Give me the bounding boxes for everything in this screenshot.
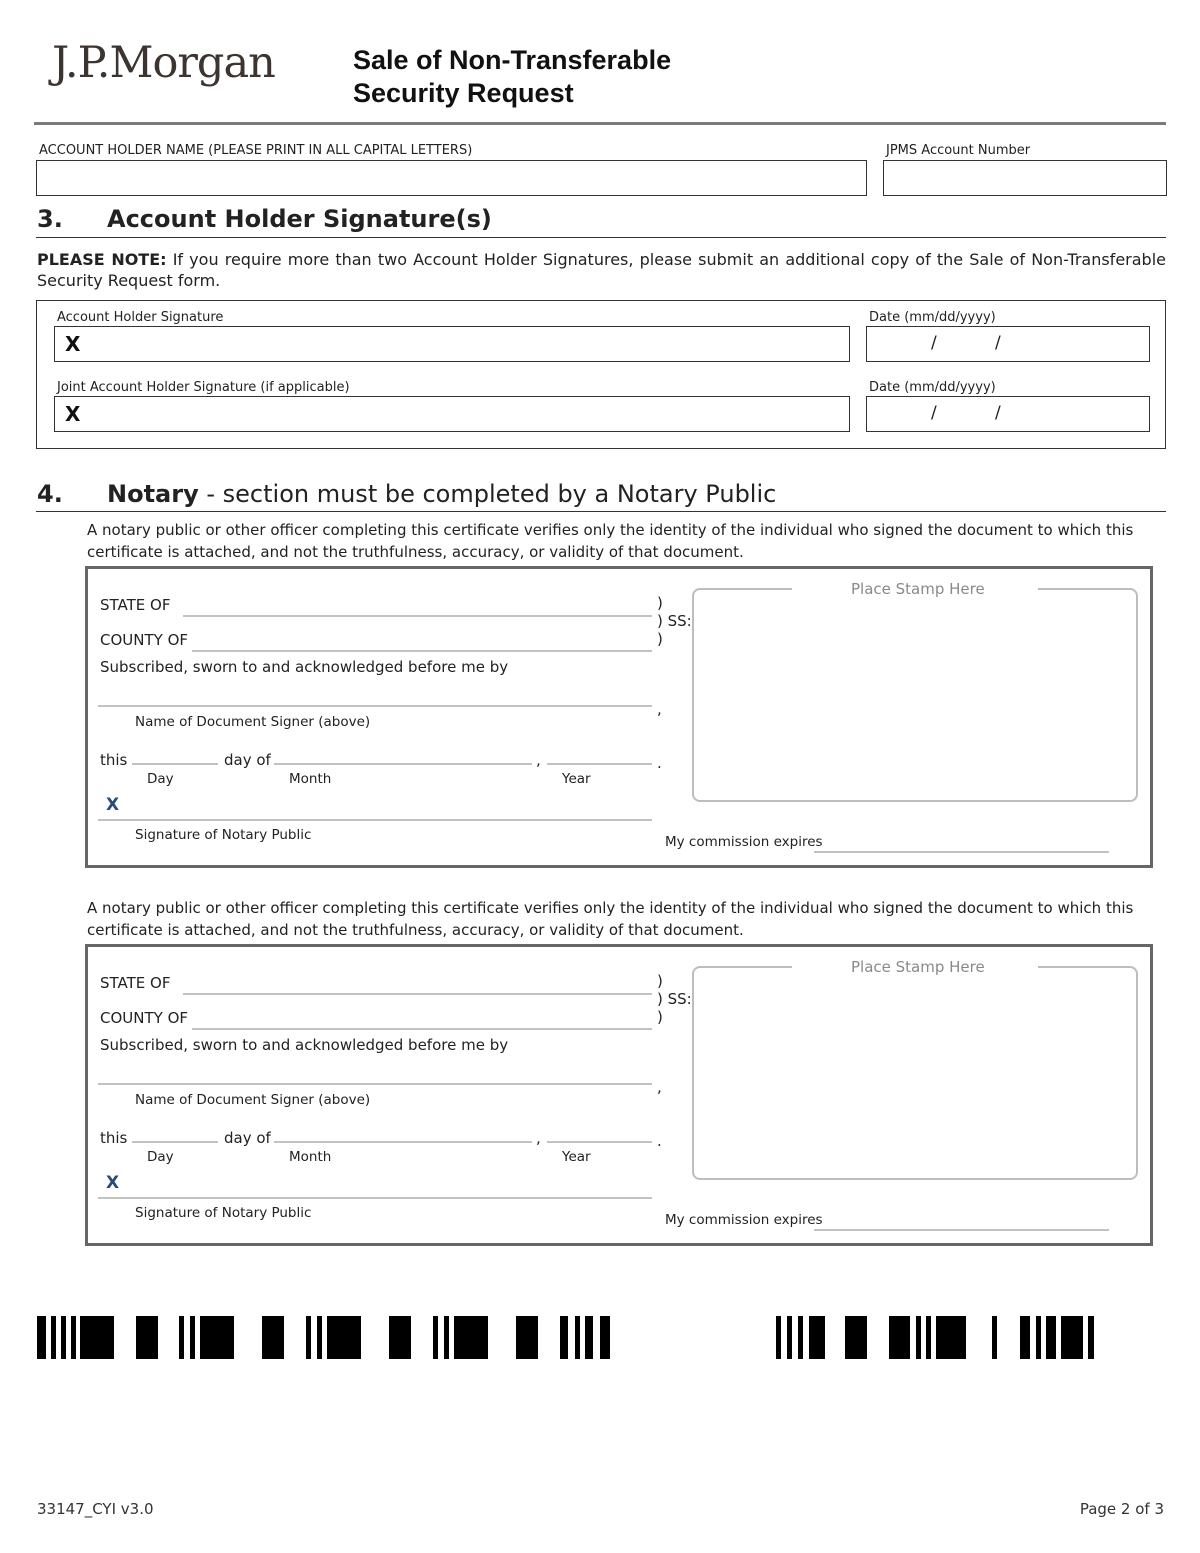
account-number-input[interactable] bbox=[883, 160, 1167, 196]
ss-label: ) SS: bbox=[657, 612, 692, 630]
barcode-bar bbox=[916, 1316, 921, 1359]
form-title-line1: Sale of Non-Transferable bbox=[353, 45, 672, 75]
state-of-label: STATE OF bbox=[100, 596, 171, 614]
year-line[interactable] bbox=[547, 763, 652, 765]
barcode-bar bbox=[1088, 1316, 1094, 1359]
county-of-label: COUNTY OF bbox=[100, 631, 189, 649]
barcode-bar bbox=[1046, 1316, 1056, 1359]
barcode-bar bbox=[1020, 1316, 1030, 1359]
year-label: Year bbox=[562, 1149, 591, 1165]
barcode-bar bbox=[575, 1316, 580, 1359]
barcode-bar bbox=[585, 1316, 593, 1359]
notary-disclaimer: A notary public or other officer completing this certificate verifies only the identity of the individual who signed the document to which this certificate is attached, and not the truthfulness, accuracy, or validity of that document. bbox=[87, 899, 1134, 939]
barcode-bar bbox=[37, 1316, 46, 1359]
subscribed-text: Subscribed, sworn to and acknowledged before me by bbox=[100, 658, 509, 676]
date-slash: / bbox=[931, 333, 937, 353]
day-line[interactable] bbox=[132, 763, 218, 765]
this-label: this bbox=[100, 1129, 128, 1147]
month-label: Month bbox=[289, 1149, 332, 1165]
paren: ) bbox=[657, 972, 663, 990]
barcode-bar bbox=[1036, 1316, 1041, 1359]
commission-line[interactable] bbox=[814, 1229, 1109, 1231]
paren: ) bbox=[657, 1008, 663, 1026]
joint-signature-field[interactable] bbox=[54, 396, 850, 432]
place-stamp-label: Place Stamp Here bbox=[845, 958, 991, 976]
paren: ) bbox=[657, 630, 663, 648]
barcode-bar bbox=[317, 1316, 322, 1359]
barcode-bar bbox=[926, 1316, 931, 1359]
signature-date-field-1[interactable] bbox=[866, 326, 1150, 362]
day-label: Day bbox=[147, 771, 174, 787]
section3-number: 3. bbox=[37, 205, 63, 233]
date-slash: / bbox=[995, 403, 1001, 423]
notary-signature-label: Signature of Notary Public bbox=[135, 1205, 312, 1221]
comma: , bbox=[536, 1129, 541, 1147]
jpmorgan-logo: J.P.Morgan bbox=[52, 38, 275, 88]
paren: ) bbox=[657, 594, 663, 612]
section4-title-rest: - section must be completed by a Notary Public bbox=[198, 480, 777, 508]
comma: , bbox=[536, 751, 541, 769]
barcode-bar bbox=[992, 1316, 997, 1359]
barcode-bar bbox=[809, 1316, 825, 1359]
barcode-bar bbox=[560, 1316, 568, 1359]
barcode-bar bbox=[516, 1316, 538, 1359]
barcode-bar bbox=[61, 1316, 66, 1359]
barcode-bar bbox=[454, 1316, 488, 1359]
account-number-label: JPMS Account Number bbox=[886, 143, 1031, 158]
please-note-text: If you require more than two Account Holder Signatures, please submit an additional copy of the Sale of Non-Transferable Security Request form. bbox=[37, 250, 1166, 290]
period: . bbox=[657, 1132, 662, 1150]
notary-disclaimer: A notary public or other officer completing this certificate verifies only the identity of the individual who signed the document to which this certificate is attached, and not the truthfulness, accuracy, or validity of that document. bbox=[87, 521, 1134, 561]
section3-title: Account Holder Signature(s) bbox=[107, 205, 492, 233]
signer-name-line[interactable] bbox=[98, 705, 652, 707]
joint-signature-label: Joint Account Holder Signature (if applicable) bbox=[57, 380, 350, 395]
barcode-bar bbox=[787, 1316, 792, 1359]
year-label: Year bbox=[562, 771, 591, 787]
barcode-bar bbox=[190, 1316, 195, 1359]
form-title-line2: Security Request bbox=[353, 78, 574, 108]
header-divider bbox=[34, 122, 1166, 125]
commission-line[interactable] bbox=[814, 851, 1109, 853]
state-of-line[interactable] bbox=[183, 993, 652, 995]
commission-label: My commission expires bbox=[665, 834, 823, 850]
date-slash: / bbox=[931, 403, 937, 423]
state-of-label: STATE OF bbox=[100, 974, 171, 992]
barcode-bar bbox=[327, 1316, 361, 1359]
stamp-area[interactable] bbox=[692, 966, 1138, 1180]
notary-block-1 bbox=[85, 566, 1153, 868]
barcode-bar bbox=[798, 1316, 803, 1359]
day-label: Day bbox=[147, 1149, 174, 1165]
signer-name-label: Name of Document Signer (above) bbox=[135, 1092, 371, 1108]
barcode-bar bbox=[936, 1316, 966, 1359]
signature-date-field-2[interactable] bbox=[866, 396, 1150, 432]
account-holder-name-label: ACCOUNT HOLDER NAME (PLEASE PRINT IN ALL CAPITAL LETTERS) bbox=[39, 143, 473, 158]
barcode-bar bbox=[433, 1316, 438, 1359]
subscribed-text: Subscribed, sworn to and acknowledged before me by bbox=[100, 1036, 509, 1054]
barcode-bar bbox=[51, 1316, 56, 1359]
section3-rule bbox=[36, 237, 1166, 238]
section4-title-bold: Notary bbox=[107, 480, 199, 508]
signature-x-mark: X bbox=[65, 402, 81, 426]
section4-rule bbox=[36, 511, 1166, 512]
barcode-bar bbox=[179, 1316, 184, 1359]
barcode-bar bbox=[262, 1316, 284, 1359]
county-of-line[interactable] bbox=[192, 650, 652, 652]
section3-heading bbox=[37, 205, 63, 233]
form-title bbox=[353, 44, 671, 110]
barcode-bar bbox=[389, 1316, 411, 1359]
notary-signature-label: Signature of Notary Public bbox=[135, 827, 312, 843]
year-line[interactable] bbox=[547, 1141, 652, 1143]
barcode-bar bbox=[71, 1316, 76, 1359]
place-stamp-label: Place Stamp Here bbox=[845, 580, 991, 598]
comma: , bbox=[657, 700, 662, 718]
state-of-line[interactable] bbox=[183, 615, 652, 617]
date-slash: / bbox=[995, 333, 1001, 353]
barcode-bar bbox=[845, 1316, 867, 1359]
this-label: this bbox=[100, 751, 128, 769]
period: . bbox=[657, 754, 662, 772]
account-holder-signature-label: Account Holder Signature bbox=[57, 310, 224, 325]
notary-x-mark: X bbox=[106, 795, 120, 815]
barcode-bar bbox=[200, 1316, 234, 1359]
comma: , bbox=[657, 1078, 662, 1096]
stamp-area[interactable] bbox=[692, 588, 1138, 802]
account-holder-name-input[interactable] bbox=[36, 160, 867, 196]
notary-signature-line[interactable] bbox=[98, 819, 652, 821]
barcode-bar bbox=[1061, 1316, 1083, 1359]
barcode-bar bbox=[600, 1316, 610, 1359]
signature-x-mark: X bbox=[65, 332, 81, 356]
barcode-bar bbox=[80, 1316, 114, 1359]
commission-label: My commission expires bbox=[665, 1212, 823, 1228]
section4-title bbox=[107, 480, 776, 508]
form-id: 33147_CYI v3.0 bbox=[37, 1500, 154, 1518]
page-number: Page 2 of 3 bbox=[1079, 1500, 1164, 1518]
account-holder-signature-field[interactable] bbox=[54, 326, 850, 362]
date-label-2: Date (mm/dd/yyyy) bbox=[869, 380, 996, 395]
month-label: Month bbox=[289, 771, 332, 787]
barcode-bar bbox=[444, 1316, 449, 1359]
notary-block-2 bbox=[85, 944, 1153, 1246]
day-of-label: day of bbox=[224, 1129, 271, 1147]
day-of-label: day of bbox=[224, 751, 271, 769]
signer-name-label: Name of Document Signer (above) bbox=[135, 714, 371, 730]
please-note-label: PLEASE NOTE: bbox=[37, 250, 167, 269]
barcode-bar bbox=[776, 1316, 781, 1359]
section4-heading bbox=[37, 480, 63, 508]
barcode-bar bbox=[889, 1316, 910, 1359]
county-of-line[interactable] bbox=[192, 1028, 652, 1030]
month-line[interactable] bbox=[274, 1141, 532, 1143]
notary-x-mark: X bbox=[106, 1173, 120, 1193]
county-of-label: COUNTY OF bbox=[100, 1009, 189, 1027]
month-line[interactable] bbox=[274, 763, 532, 765]
signer-name-line[interactable] bbox=[98, 1083, 652, 1085]
date-label-1: Date (mm/dd/yyyy) bbox=[869, 310, 996, 325]
barcode-bar bbox=[136, 1316, 158, 1359]
please-note bbox=[37, 249, 1166, 291]
barcode-bar bbox=[306, 1316, 311, 1359]
notary-signature-line[interactable] bbox=[98, 1197, 652, 1199]
ss-label: ) SS: bbox=[657, 990, 692, 1008]
section4-number: 4. bbox=[37, 480, 63, 508]
day-line[interactable] bbox=[132, 1141, 218, 1143]
